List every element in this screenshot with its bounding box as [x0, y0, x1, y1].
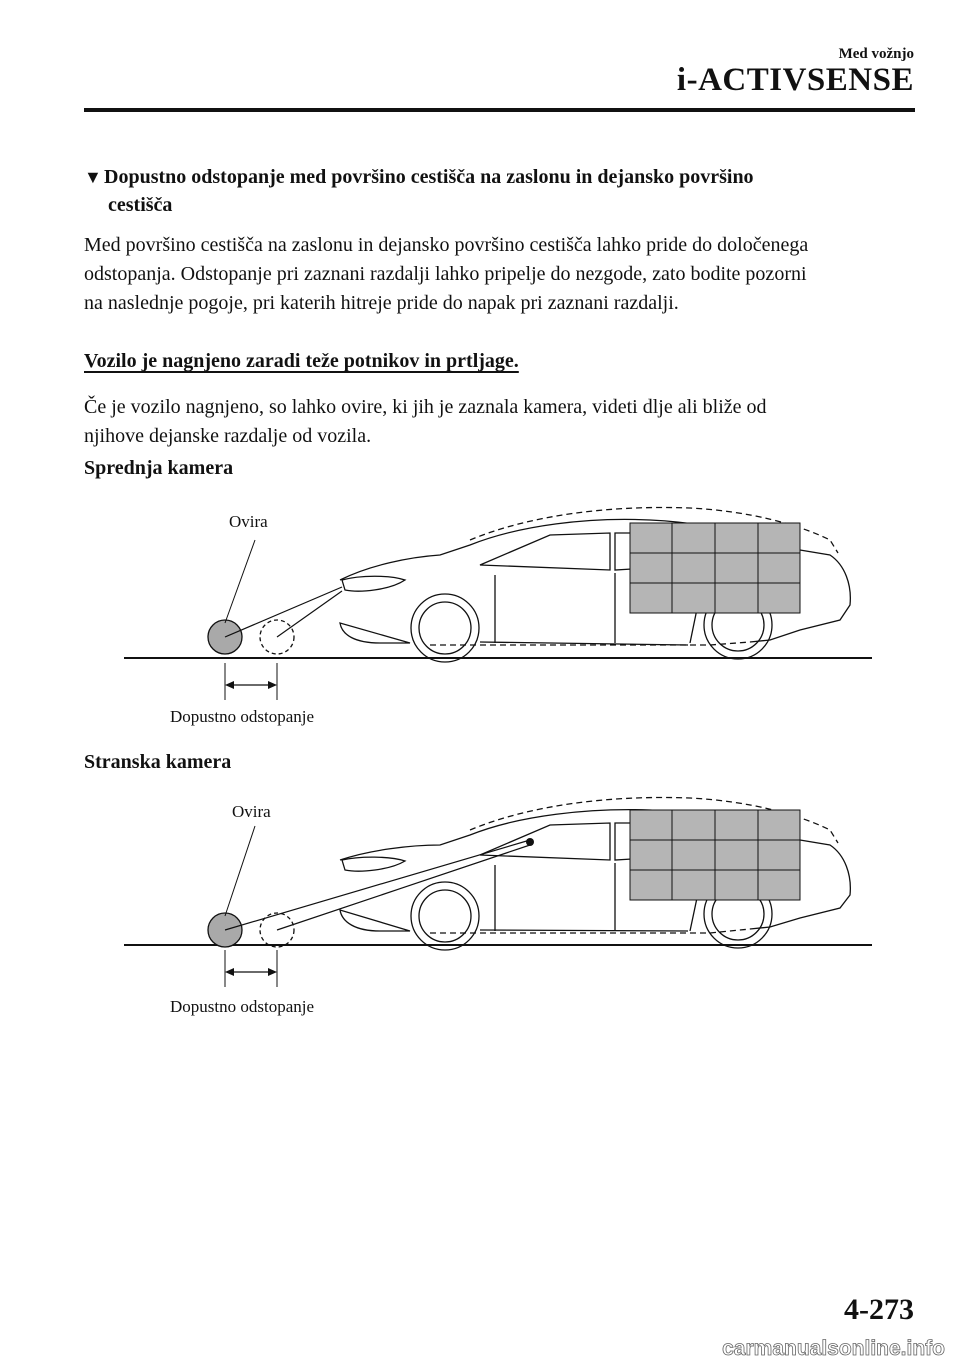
tolerance-label-1: Dopustno odstopanje: [170, 707, 315, 726]
obstacle-label-1: Ovira: [229, 512, 268, 531]
subheading: Vozilo je nagnjeno zaradi teže potnikov in prtljage.: [84, 350, 519, 372]
section-title: Med vožnjo: [838, 46, 914, 62]
intro-line-1: Med površino cestišča na zaslonu in dejansko površino cestišča lahko pride do določenega: [84, 234, 809, 256]
intro-line-2: odstopanja. Odstopanje pri zaznani razdalji lahko pripelje do nezgode, zato bodite pozorni: [84, 263, 807, 285]
page-number: 4-273: [844, 1293, 914, 1326]
body-line-1: Če je vozilo nagnjeno, so lahko ovire, ki jih je zaznala kamera, videti dlje ali bliže od: [84, 396, 767, 418]
section-heading: [84, 163, 914, 219]
chapter-title: i-ACTIVSENSE: [676, 62, 914, 98]
figure-1-title: Sprednja kamera: [84, 457, 234, 479]
front-camera-figure: [110, 495, 890, 735]
obstacle-label-2: Ovira: [232, 802, 271, 821]
tolerance-label-2: Dopustno odstopanje: [170, 997, 315, 1016]
luggage-load-grid: [630, 523, 800, 613]
side-camera-figure: [110, 790, 890, 1020]
heading-line-1: Dopustno odstopanje med površino cestišča na zaslonu in dejansko površino: [104, 166, 754, 188]
heading-line-2: cestišča: [108, 194, 173, 216]
luggage-load-grid: [630, 810, 800, 900]
footer-watermark: [600, 1335, 950, 1361]
header-rule: [84, 108, 915, 112]
body-line-2: njihove dejanske razdalje od vozila.: [84, 425, 372, 447]
intro-line-3: na naslednje pogoje, pri katerih hitreje pride do napak pri zaznani razdalji.: [84, 292, 679, 314]
figure-2-title: Stranska kamera: [84, 751, 232, 773]
triangle-bullet-icon: ▼: [84, 167, 102, 187]
svg-text:carmanualsonline.info: carmanualsonline.info: [722, 1337, 945, 1360]
